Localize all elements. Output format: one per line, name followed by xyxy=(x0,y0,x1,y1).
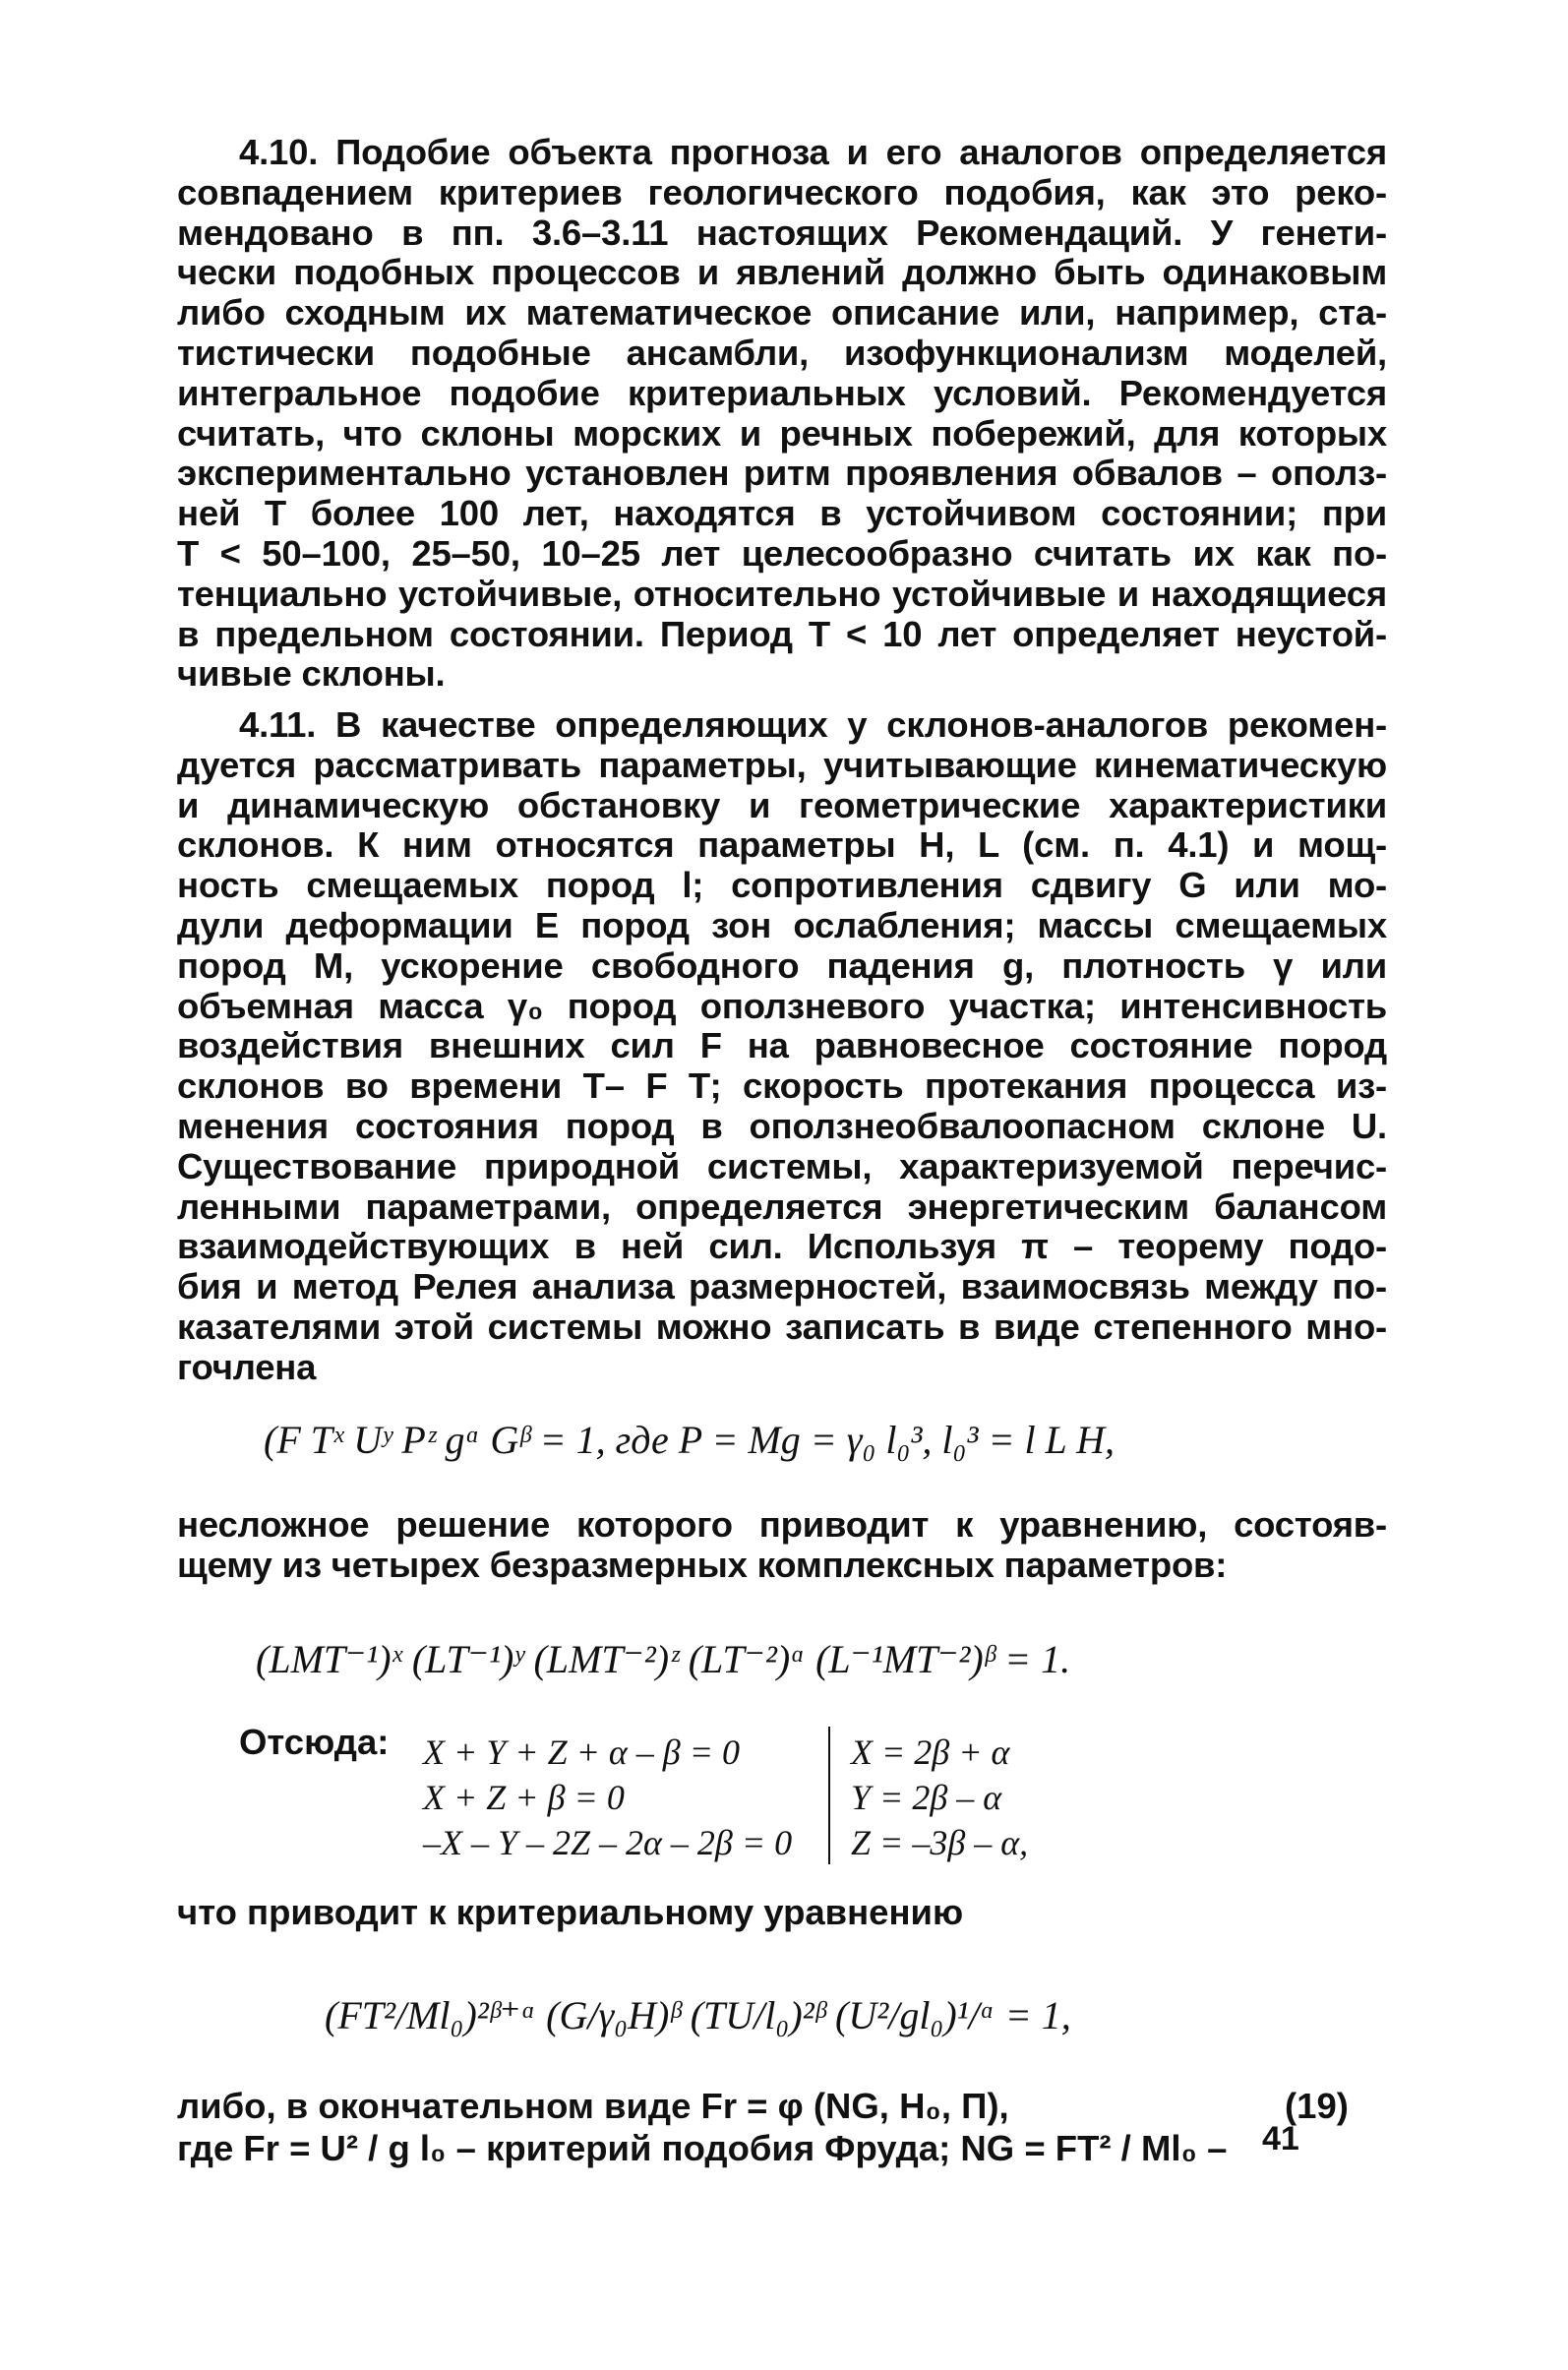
formula-dimensions: (LMT⁻¹)ˣ (LT⁻¹)ʸ (LMT⁻²)ᶻ (LT⁻²)ᵅ (L⁻¹MT⁻²)ᵝ = 1. xyxy=(256,1637,1071,1681)
formula-criterion: (FT²/Ml₀)²ᵝ⁺ᵅ (G/γ₀H)ᵝ (TU/l₀)²ᵝ (U²/gl₀)¹/ᵅ = 1, xyxy=(325,1993,1071,2037)
paragraph-4-10 xyxy=(177,133,1387,695)
text-line: воздействия внешних сил F на равновесное состояние пород xyxy=(177,1025,1387,1066)
text-line: Существование природной системы, характеризуемой перечис- xyxy=(177,1145,1387,1186)
text-line: и динамическую обстановку и геометрические характеристики xyxy=(177,784,1387,825)
system-right-column xyxy=(851,1730,1028,1865)
paragraph-4-11 xyxy=(177,705,1387,1388)
text-line: гочлена xyxy=(177,1346,317,1387)
equation: X + Y + Z + α – β = 0 xyxy=(423,1732,741,1772)
text-line: либо сходным их математическое описание или, например, ста- xyxy=(177,292,1387,334)
text-line: тенциально устойчивые, относительно устойчивые и находящиеся xyxy=(177,573,1387,614)
text-line: склонов. К ним относятся параметры H, L (см. п. 4.1) и мощ- xyxy=(177,824,1387,866)
text-line: ленными параметрами, определяется энергетическим балансом xyxy=(177,1185,1387,1227)
text-line: экспериментально установлен ритм проявления обвалов – ополз- xyxy=(177,453,1387,494)
paragraph-after-formula-1 xyxy=(177,1505,1387,1586)
text-line: дуется рассматривать параметры, учитывающие кинематическую xyxy=(177,744,1387,785)
text-line: несложное решение которого приводит к уравнению, состояв- xyxy=(177,1504,1387,1545)
text-line: щему из четырех безразмерных комплексных параметров: xyxy=(177,1544,1228,1585)
text-line: 4.10. Подобие объекта прогноза и его аналогов определяется xyxy=(239,132,1387,172)
text-line: считать, что склоны морских и речных побережий, для которых xyxy=(177,412,1387,454)
text-line: 4.11. В качестве определяющих у склонов-аналогов рекомен- xyxy=(239,704,1387,745)
equation: –X – Y – 2Z – 2α – 2β = 0 xyxy=(423,1823,793,1862)
text-line: бия и метод Релея анализа размерностей, взаимосвязь между по- xyxy=(177,1266,1387,1307)
text-line: казателями этой системы можно записать в виде степенного мно- xyxy=(177,1306,1387,1347)
equation: Y = 2β – α xyxy=(851,1778,1002,1817)
final-line-1: либо, в окончательном виде Fr = φ (NG, H₀, П), xyxy=(177,2086,1009,2126)
text-line: чески подобных процессов и явлений должно быть одинаковым xyxy=(177,252,1387,293)
text-line: тистически подобные ансамбли, изофункционализм моделей, xyxy=(177,332,1387,373)
text-line: пород М, ускорение свободного падения g, плотность γ или xyxy=(177,944,1387,986)
equation: Z = –3β – α, xyxy=(851,1823,1029,1862)
text-line: менения состояния пород в оползнеобвалоопасном склоне U. xyxy=(177,1105,1387,1146)
text-line: в предельном состоянии. Период Т < 10 лет определяет неустой- xyxy=(177,613,1387,654)
text-line: интегральное подобие критериальных условий. Рекомендуется xyxy=(177,372,1387,413)
system-divider xyxy=(828,1727,830,1864)
text-line: ность смещаемых пород l; сопротивления сдвигу G или мо- xyxy=(177,865,1387,906)
text-line: взаимодействующих в ней сил. Используя π – теорему подо- xyxy=(177,1226,1387,1267)
text-line: объемная масса γ₀ пород оползневого участка; интенсивность xyxy=(177,985,1387,1026)
equation: X + Z + β = 0 xyxy=(423,1778,625,1817)
text-line: ней Т более 100 лет, находятся в устойчивом состоянии; при xyxy=(177,493,1387,534)
text-before-criterion: что приводит к критериальному уравнению xyxy=(177,1892,964,1932)
text-line: Т < 50–100, 25–50, 10–25 лет целесообразно считать их как по- xyxy=(177,532,1387,574)
text-line: дули деформации Е пород зон ослабления; массы смещаемых xyxy=(177,904,1387,945)
text-line: совпадением критериев геологического подобия, как это реко- xyxy=(177,171,1387,213)
text-line: склонов во времени Т– F Т; скорость протекания процесса из- xyxy=(177,1065,1387,1107)
system-left-column xyxy=(423,1730,792,1865)
equation-number: (19) xyxy=(1285,2086,1349,2126)
equation: X = 2β + α xyxy=(851,1732,1010,1772)
final-line-2: где Fr = U² / g l₀ – критерий подобия Фруда; NG = FT² / Ml₀ – xyxy=(177,2128,1228,2168)
page-number: 41 xyxy=(1262,2120,1299,2157)
text-line: чивые склоны. xyxy=(177,653,446,695)
text-line: мендовано в пп. 3.6–3.11 настоящих Рекомендаций. У генети- xyxy=(177,212,1387,253)
system-label: Отсюда: xyxy=(239,1722,390,1762)
formula-polynomial: (F Tˣ Uʸ Pᶻ gᵅ Gᵝ = 1, где P = Mg = γ₀ l₀³, l₀³ = l L H, xyxy=(264,1418,1115,1462)
